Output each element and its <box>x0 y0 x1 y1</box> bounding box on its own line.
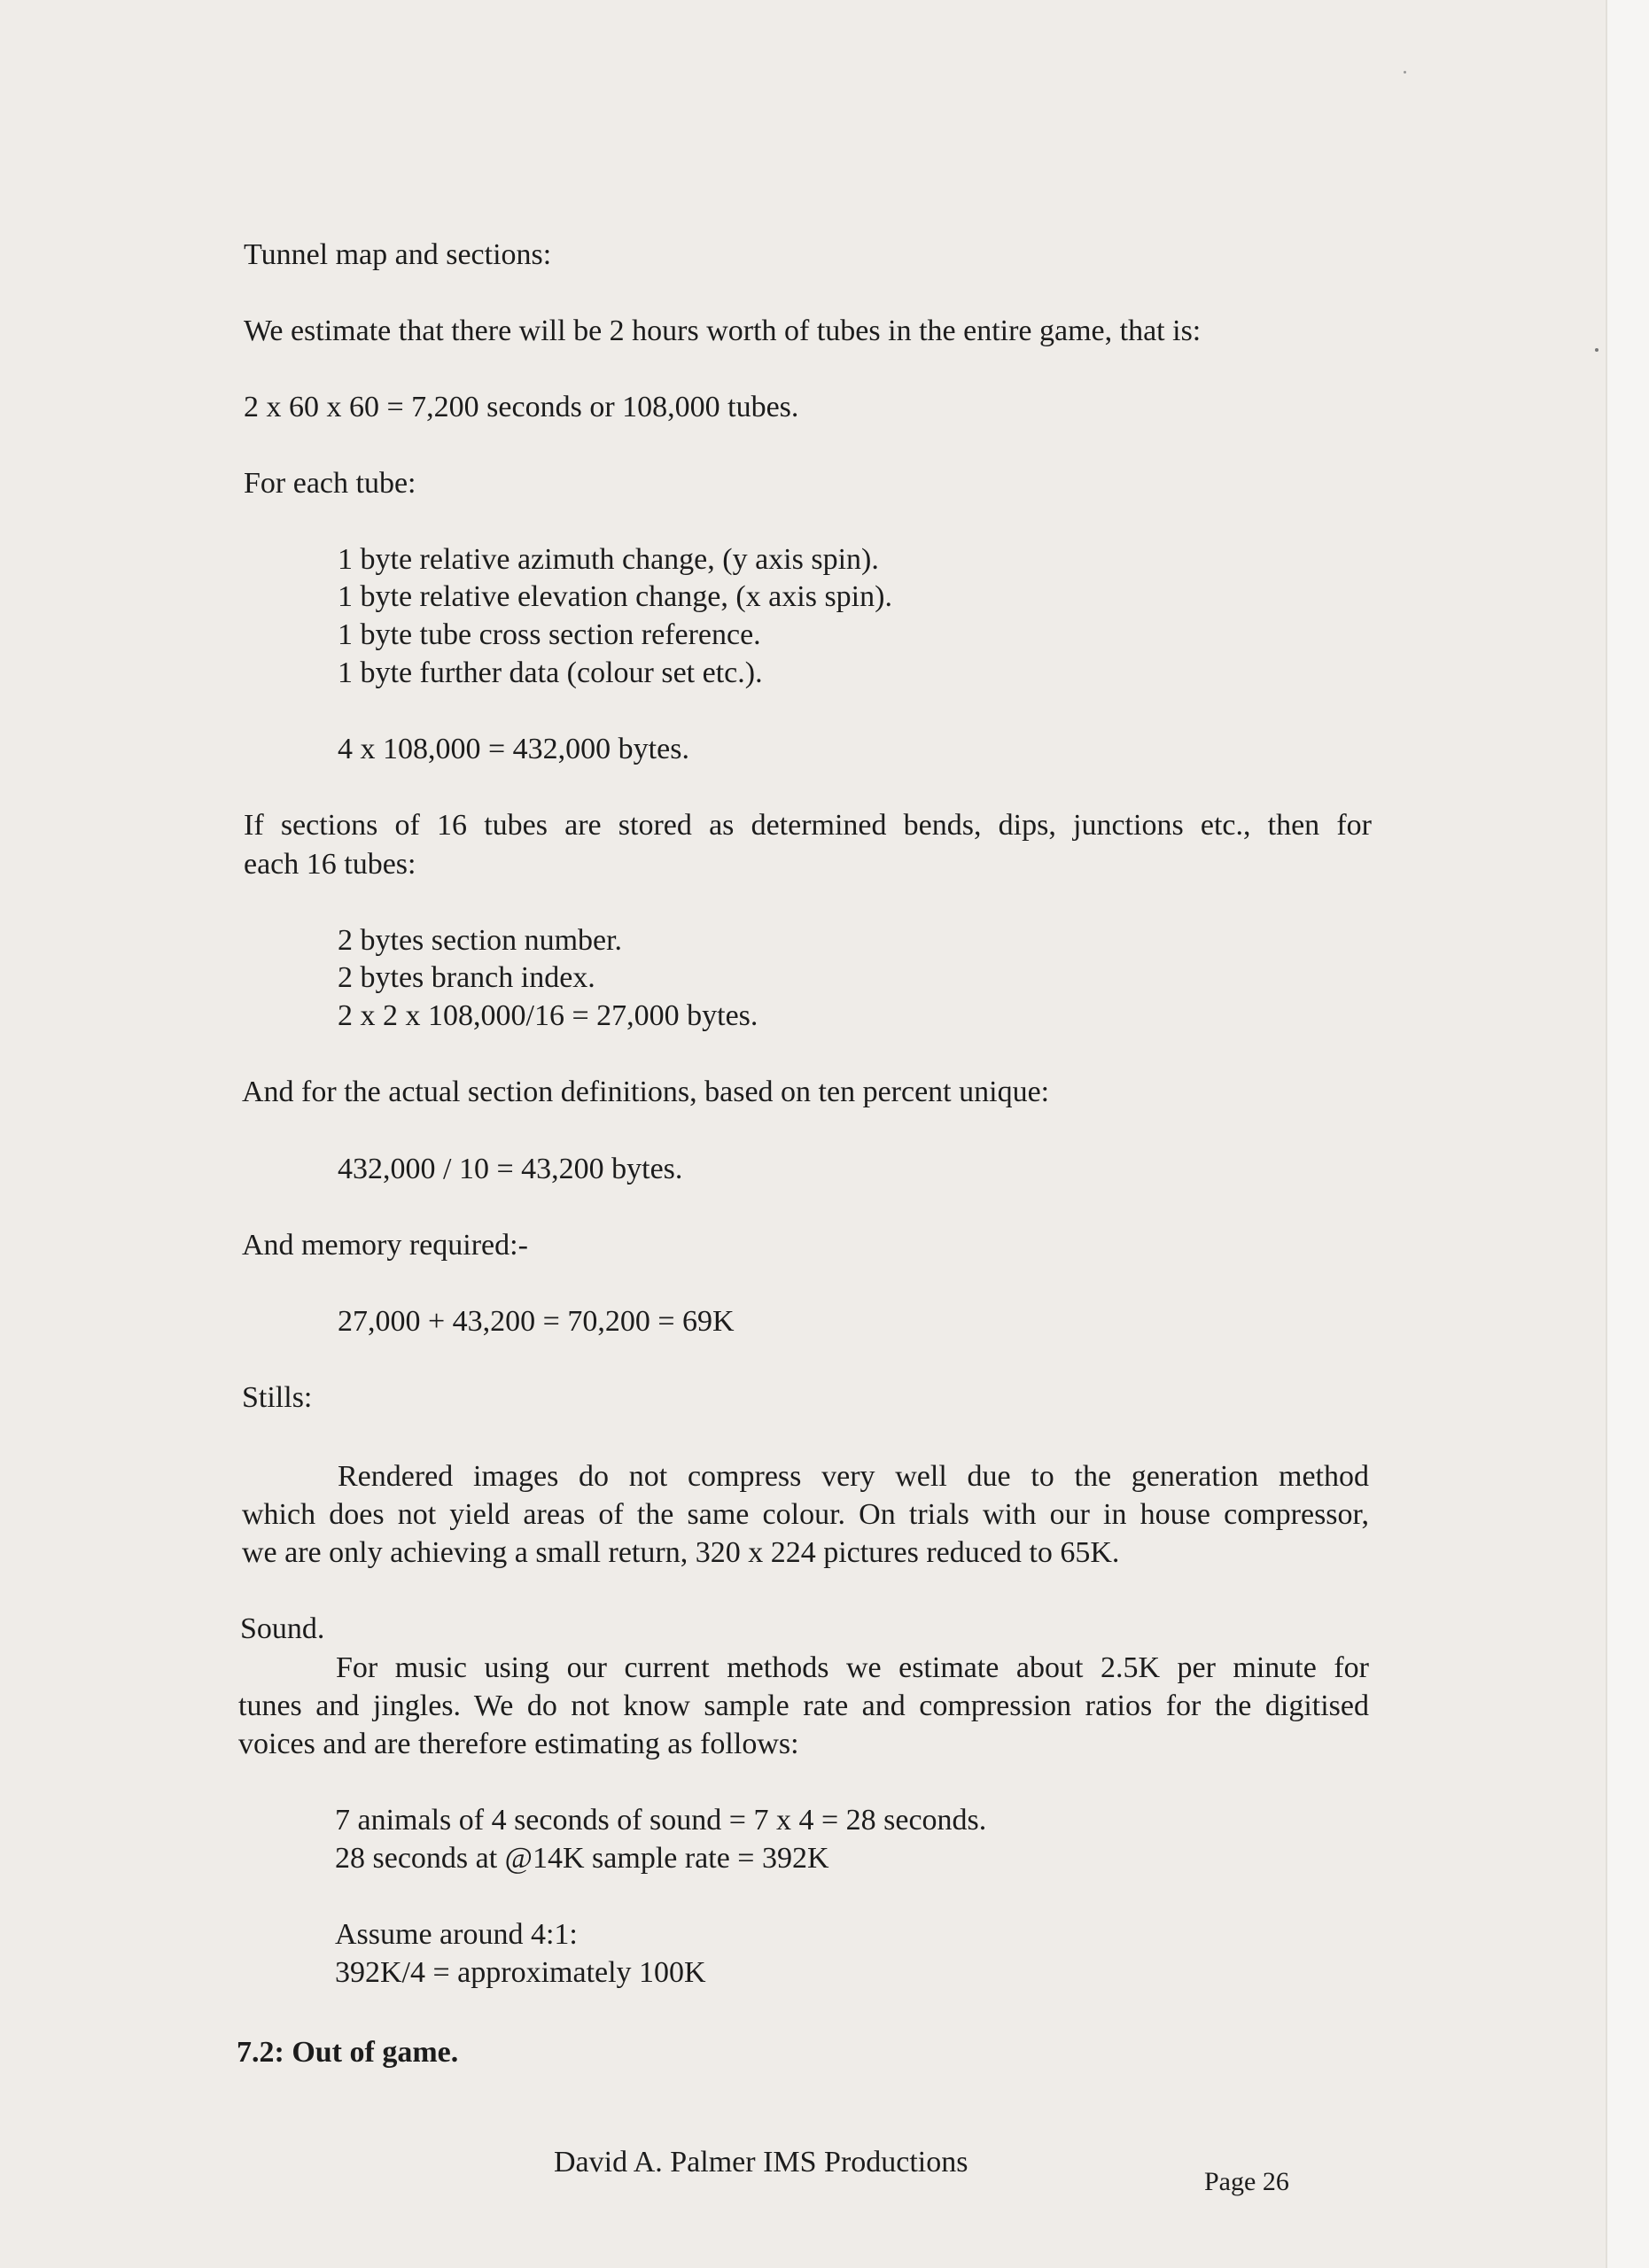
paper-edge <box>1606 0 1649 2268</box>
calc-seconds: 2 x 60 x 60 = 7,200 seconds or 108,000 tubes. <box>244 391 799 423</box>
section-item: 2 x 2 x 108,000/16 = 27,000 bytes. <box>338 999 758 1032</box>
estimate-line: We estimate that there will be 2 hours worth of tubes in the entire game, that is: <box>244 315 1202 347</box>
sound-item: 28 seconds at @14K sample rate = 392K <box>335 1842 829 1875</box>
scan-speck <box>1595 348 1598 352</box>
tube-item: 1 byte relative azimuth change, (y axis spin). <box>338 543 879 576</box>
definitions-line: And for the actual section definitions, based on ten percent unique: <box>242 1076 1050 1108</box>
heading-stills: Stills: <box>242 1381 313 1414</box>
sound-item: 7 animals of 4 seconds of sound = 7 x 4 = 28 seconds. <box>335 1804 987 1837</box>
stills-paragraph-line: which does not yield areas of the same colour. On trials with our in house compressor, <box>242 1498 1369 1531</box>
tube-item: 1 byte relative elevation change, (x axis spin). <box>338 580 892 613</box>
stills-paragraph-line: we are only achieving a small return, 320 x 224 pictures reduced to 65K. <box>242 1536 1120 1569</box>
sections-paragraph-line: each 16 tubes: <box>244 848 416 881</box>
section-item: 2 bytes branch index. <box>338 961 595 994</box>
memory-line: And memory required:- <box>242 1229 528 1262</box>
for-each-tube-label: For each tube: <box>244 467 416 500</box>
calc-tube-bytes: 4 x 108,000 = 432,000 bytes. <box>338 733 689 765</box>
sections-paragraph-line: If sections of 16 tubes are stored as determined bends, dips, junctions etc., then for <box>244 809 1372 842</box>
calc-definitions: 432,000 / 10 = 43,200 bytes. <box>338 1153 683 1185</box>
stills-paragraph-line: Rendered images do not compress very well due to the generation method <box>338 1460 1369 1493</box>
assume-item: 392K/4 = approximately 100K <box>335 1956 706 1989</box>
section-heading-7-2: 7.2: Out of game. <box>237 2036 459 2069</box>
assume-item: Assume around 4:1: <box>335 1918 578 1951</box>
tube-item: 1 byte tube cross section reference. <box>338 618 761 651</box>
sound-paragraph-line: voices and are therefore estimating as follows: <box>238 1728 799 1760</box>
heading-tunnel-map: Tunnel map and sections: <box>244 238 552 271</box>
heading-sound: Sound. <box>240 1612 325 1645</box>
sound-paragraph-line: tunes and jingles. We do not know sample rate and compression ratios for the digitised <box>238 1689 1369 1722</box>
tube-item: 1 byte further data (colour set etc.). <box>338 656 763 689</box>
page-number: Page 26 <box>1204 2167 1289 2196</box>
section-item: 2 bytes section number. <box>338 924 623 957</box>
calc-memory: 27,000 + 43,200 = 70,200 = 69K <box>338 1305 735 1338</box>
footer-author: David A. Palmer IMS Productions <box>554 2146 968 2179</box>
sound-paragraph-line: For music using our current methods we estimate about 2.5K per minute for <box>336 1651 1369 1684</box>
scan-speck <box>1404 71 1406 74</box>
